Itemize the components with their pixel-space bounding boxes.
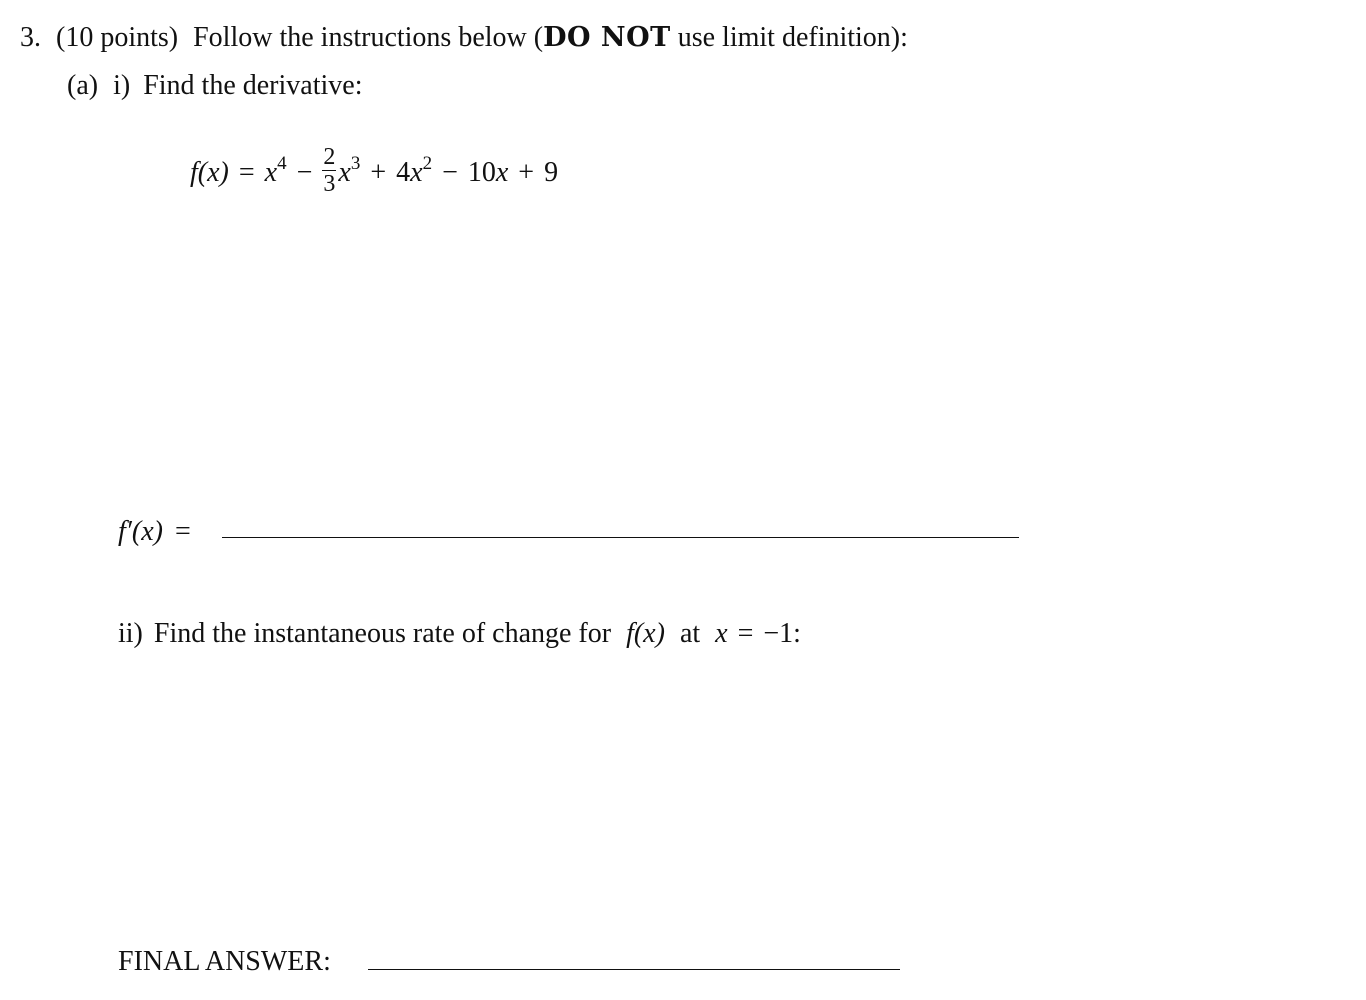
term3-base: x bbox=[410, 156, 423, 188]
term1-base: x bbox=[264, 156, 278, 188]
instruction-before: Follow the instructions below ( bbox=[193, 22, 544, 53]
function-equation bbox=[190, 144, 559, 201]
term2-exp: 3 bbox=[350, 152, 361, 174]
fraction-numerator: 2 bbox=[323, 144, 336, 170]
term4-coef: 10 bbox=[467, 156, 496, 188]
part-a-header bbox=[67, 72, 362, 100]
derivative-equals: = bbox=[174, 516, 191, 547]
question-points: (10 points) bbox=[56, 22, 179, 53]
sub-ii-label: ii) bbox=[118, 618, 143, 649]
term3-exp: 2 bbox=[422, 152, 433, 174]
sub-ii-func: f(x) bbox=[626, 618, 665, 649]
derivative-label: f′(x) bbox=[118, 516, 163, 547]
derivative-label-row bbox=[118, 518, 201, 546]
term1-exp: 4 bbox=[277, 152, 287, 174]
term3-coef: 4 bbox=[396, 156, 411, 188]
question-number: 3. bbox=[20, 22, 41, 53]
part-a-label: (a) bbox=[67, 70, 99, 101]
term4-base: x bbox=[495, 156, 509, 188]
question-header bbox=[20, 24, 908, 52]
constant-term: 9 bbox=[544, 156, 559, 188]
plus-sign-2: + bbox=[518, 156, 535, 188]
fraction-denominator: 3 bbox=[323, 171, 336, 197]
sub-ii-var: x bbox=[715, 618, 728, 649]
sub-ii-at: at bbox=[679, 618, 701, 649]
final-answer-line[interactable] bbox=[368, 969, 900, 970]
question-instruction bbox=[193, 22, 908, 53]
minus-sign-1: − bbox=[296, 156, 313, 188]
term2-base: x bbox=[338, 156, 351, 188]
sub-i-label: i) bbox=[113, 70, 131, 101]
function-lhs: f(x) bbox=[190, 156, 229, 188]
equals-sign: = bbox=[238, 156, 255, 188]
sub-ii-text: Find the instantaneous rate of change for bbox=[153, 618, 612, 649]
sub-ii-value: −1: bbox=[763, 618, 801, 649]
fraction-two-thirds bbox=[322, 144, 336, 197]
derivative-answer-line[interactable] bbox=[222, 537, 1019, 538]
instruction-after: use limit definition): bbox=[670, 22, 908, 53]
plus-sign-1: + bbox=[370, 156, 387, 188]
sub-ii-equals: = bbox=[737, 618, 754, 649]
sub-ii-row bbox=[118, 620, 801, 648]
sub-i-text: Find the derivative: bbox=[143, 70, 363, 101]
instruction-bold: DO NOT bbox=[543, 22, 671, 53]
minus-sign-2: − bbox=[442, 156, 458, 188]
final-answer-label: FINAL ANSWER: bbox=[118, 946, 331, 977]
